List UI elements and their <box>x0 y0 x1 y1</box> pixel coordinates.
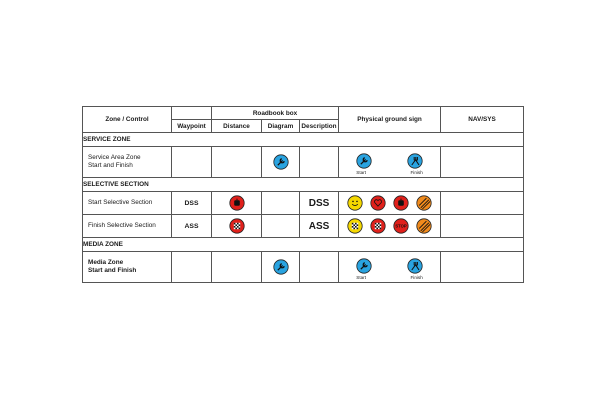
row-finish-selective: Finish Selective Section <box>83 215 172 238</box>
header-distance: Distance <box>212 120 262 133</box>
description-ass: ASS <box>300 215 339 238</box>
flag-icon <box>347 218 363 234</box>
fork-knife-icon <box>407 258 423 274</box>
header-zone-control: Zone / Control <box>83 107 172 133</box>
stripes-icon <box>416 195 432 211</box>
section-media-zone: MEDIA ZONE <box>83 238 524 252</box>
section-service-zone: SERVICE ZONE <box>83 133 524 147</box>
waypoint-ass: ASS <box>172 215 212 238</box>
header-physical-sign: Physical ground sign <box>339 107 441 133</box>
header-waypoint: Waypoint <box>172 120 212 133</box>
flag-icon <box>370 218 386 234</box>
stop-label: STOP <box>395 223 407 229</box>
smiley-icon <box>347 195 363 211</box>
row-service-area: Service Area Zone Start and Finish <box>83 147 172 178</box>
header-roadbook-box: Roadbook box <box>212 107 339 120</box>
description-dss: DSS <box>300 192 339 215</box>
wrench-icon <box>273 154 289 170</box>
flag-icon <box>229 218 245 234</box>
fork-knife-icon <box>407 153 423 169</box>
waypoint-dss: DSS <box>172 192 212 215</box>
clock-icon <box>393 195 409 211</box>
row-media-zone: Media Zone Start and Finish <box>83 252 172 283</box>
wrench-icon <box>273 259 289 275</box>
header-diagram: Diagram <box>262 120 300 133</box>
header-nav-sys: NAV/SYS <box>441 107 524 133</box>
clock-icon <box>229 195 245 211</box>
heart-icon <box>370 195 386 211</box>
roadbook-table: Zone / Control Roadbook box Physical ground sign NAV/SYS Waypoint Distance Diagram Description SERVICE ZONE Service Area Zone Start and Finish Start Finish SELECTIVE SECTION Start Selective Section DSS DSS Finish Selective Section ASS ASS STOP MEDIA ZONE Media Zone Start and Finish Start Finish <box>82 106 524 283</box>
header-description: Description <box>300 120 339 133</box>
stop-icon <box>393 218 409 234</box>
wrench-icon <box>356 153 372 169</box>
row-start-selective: Start Selective Section <box>83 192 172 215</box>
wrench-icon <box>356 258 372 274</box>
stripes-icon <box>416 218 432 234</box>
section-selective: SELECTIVE SECTION <box>83 178 524 192</box>
